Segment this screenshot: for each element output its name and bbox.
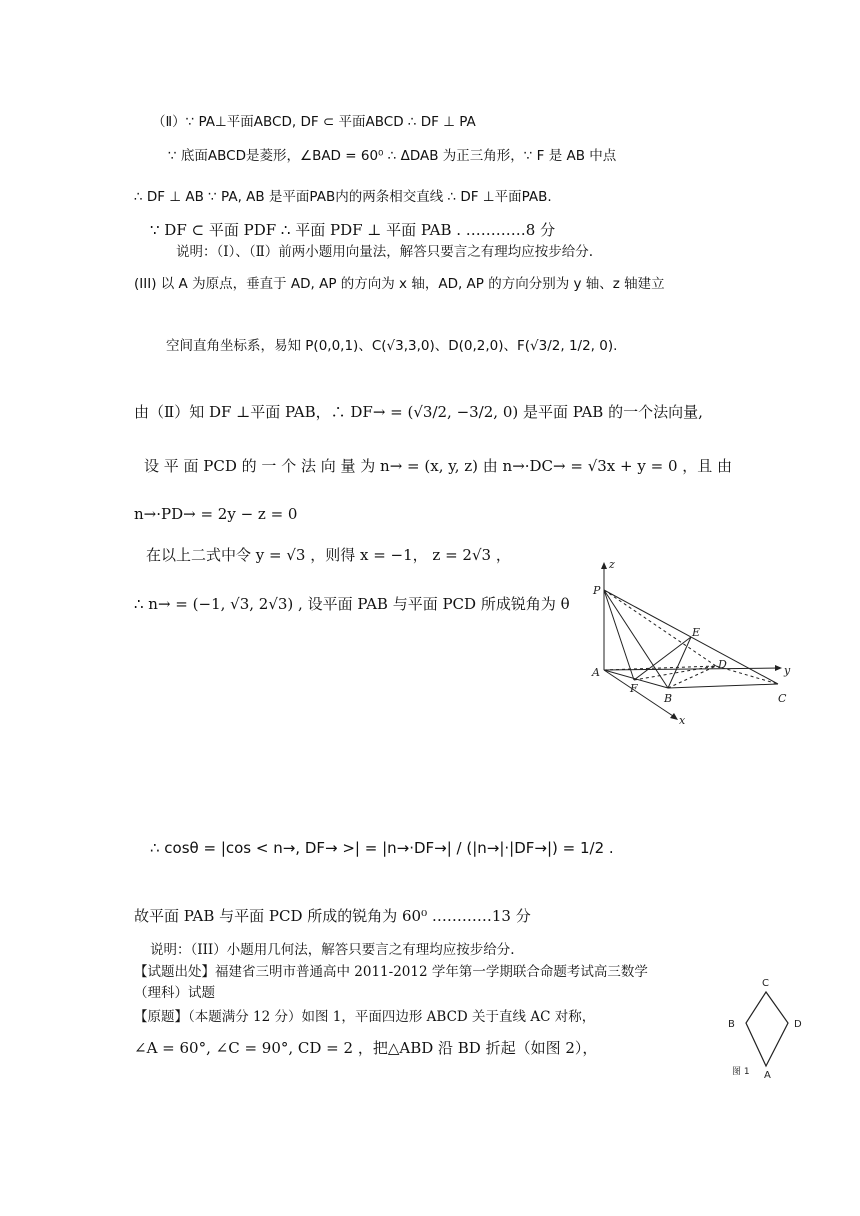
step-3-line-3: 由（Ⅱ）知 DF ⊥平面 PAB，∴ DF→ = (√3/2, −3/2, 0) 是平面 PAB 的一个法向量, — [134, 403, 703, 421]
step-3-line-2: 空间直角坐标系，易知 P(0,0,1)、C(√3,3,0)、D(0,2,0)、F(√3/2, 1/2, 0). — [166, 338, 618, 354]
step-3-line-4: 设 平 面 PCD 的 一 个 法 向 量 为 n→ = (x, y, z) 由 n→·DC→ = √3x + y = 0 ，且 由 — [144, 457, 733, 475]
note-1: 说明：（Ⅰ）、（Ⅱ）前两小题用向量法，解答只要言之有理均应按步给分. — [176, 244, 594, 260]
label-x: x — [679, 714, 686, 726]
label-P: P — [593, 584, 601, 597]
step-3-line-7: ∴ n→ = (−1, √3, 2√3) , 设平面 PAB 与平面 PCD 所成锐角为 θ — [134, 595, 570, 613]
y-axis-arrow — [775, 665, 782, 671]
label-B: B — [728, 1019, 735, 1030]
step-2-line-1: （Ⅱ）∵ PA⊥平面ABCD, DF ⊂ 平面ABCD ∴ DF ⊥ PA — [152, 114, 476, 130]
pyramid-coordinate-figure — [588, 556, 796, 726]
edge-BC — [668, 684, 778, 688]
step-3-line-6: 在以上二式中令 y = √3 ，则得 x = −1， z = 2√3 ， — [146, 546, 511, 564]
segment-FE — [634, 637, 691, 680]
label-D: D — [718, 658, 727, 671]
label-y: y — [784, 664, 791, 677]
original-problem-line-2: ∠A = 60°, ∠C = 90°, CD = 2 ，把△ABD 沿 BD 折起（如图 2）， — [134, 1039, 598, 1057]
note-2: 说明：（III）小题用几何法，解答只要言之有理均应按步给分. — [150, 942, 515, 958]
step-2-line-3: ∴ DF ⊥ AB ∵ PA, AB 是平面PAB内的两条相交直线 ∴ DF ⊥平面PAB. — [134, 189, 552, 205]
label-z: z — [609, 558, 615, 571]
step-2-line-4: ∵ DF ⊂ 平面 PDF ∴ 平面 PDF ⊥ 平面 PAB . …………8 分 — [150, 221, 556, 239]
cos-theta-formula: ∴ cosθ = |cos < n→, DF→ >| = |n→·DF→| / (|n→|·|DF→|) = 1/2 . — [150, 839, 614, 857]
x-axis-arrow — [670, 713, 678, 720]
original-problem-line-1: 【原题】（本题满分 12 分）如图 1，平面四边形 ABCD 关于直线 AC 对称， — [134, 1009, 596, 1025]
step-2-line-2: ∵ 底面ABCD是菱形，∠BAD = 60⁰ ∴ ΔDAB 为正三角形，∵ F 是 AB 中点 — [168, 148, 617, 164]
figure-1-caption: 图 1 — [732, 1067, 750, 1077]
step-3-conclusion: 故平面 PAB 与平面 PCD 所成的锐角为 60⁰ …………13 分 — [134, 907, 531, 925]
label-A: A — [764, 1070, 771, 1080]
label-A: A — [592, 666, 600, 679]
segment-BE — [668, 637, 691, 688]
label-B: B — [664, 692, 673, 705]
z-axis-arrow — [601, 562, 607, 569]
edge-PB — [604, 590, 668, 688]
label-F: F — [630, 682, 638, 695]
step-3-line-5: n→·PD→ = 2y − z = 0 — [134, 505, 298, 523]
label-D: D — [794, 1019, 802, 1030]
quadrilateral-ABCD — [746, 992, 788, 1066]
figure-1-quadrilateral — [720, 974, 812, 1080]
source-line-2: （理科）试题 — [134, 985, 215, 1001]
label-C: C — [778, 692, 787, 705]
label-C: C — [762, 978, 769, 989]
source-line-1: 【试题出处】福建省三明市普通高中 2011-2012 学年第一学期联合命题考试高三数学 — [134, 964, 648, 980]
step-3-line-1: (III) 以 A 为原点，垂直于 AD, AP 的方向为 x 轴，AD, AP 的方向分别为 y 轴、z 轴建立 — [134, 276, 665, 292]
label-E: E — [692, 626, 701, 639]
